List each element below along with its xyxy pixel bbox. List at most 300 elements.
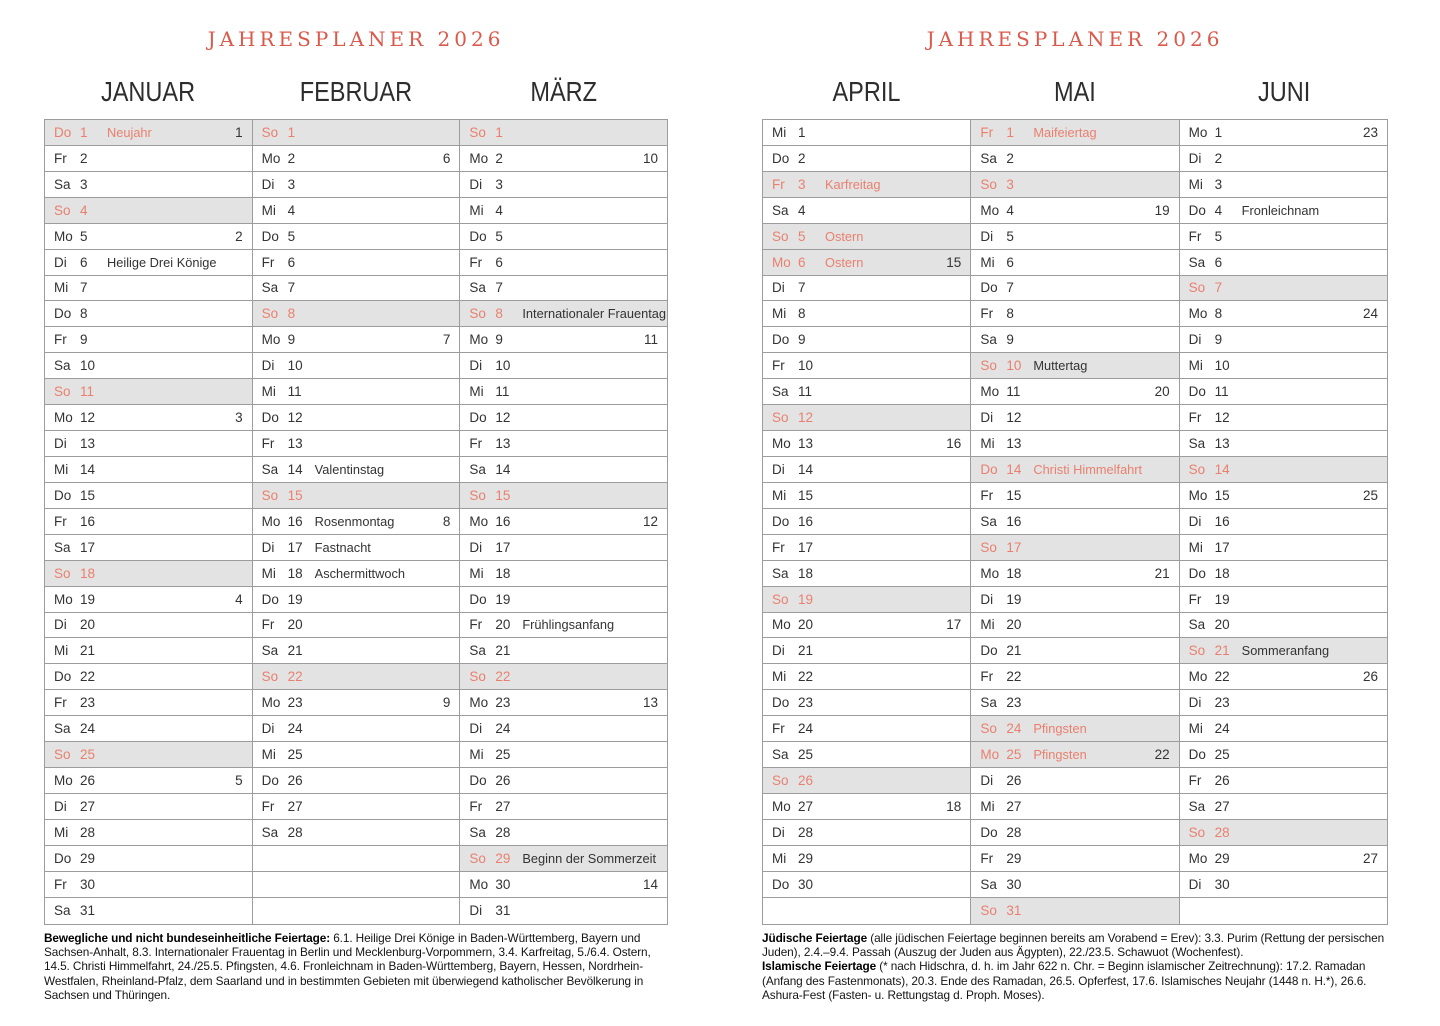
day-number: 17 (80, 539, 96, 555)
day-number: 12 (495, 410, 511, 426)
weekday-label: Sa (772, 565, 789, 581)
day-number: 6 (1214, 254, 1223, 270)
weekday-label: Mi (772, 850, 787, 866)
weekday-label: Sa (1188, 436, 1206, 452)
day-number: 17 (1006, 539, 1022, 555)
weekday-label: Do (1188, 384, 1206, 400)
day-row (971, 120, 1178, 146)
day-number: 20 (1006, 617, 1022, 633)
day-number: 27 (495, 798, 511, 814)
day-number: 13 (798, 436, 814, 452)
day-number: 23 (287, 695, 303, 711)
day-row (1180, 405, 1387, 431)
day-row (460, 457, 667, 483)
holiday-label: Neujahr (107, 124, 152, 140)
day-row (45, 794, 252, 820)
week-number: 23 (1362, 124, 1378, 140)
day-number: 2 (1214, 150, 1223, 166)
week-number: 6 (442, 150, 451, 166)
day-number: 18 (287, 565, 303, 581)
weekday-label: Sa (54, 721, 71, 737)
day-number: 10 (798, 358, 814, 374)
day-row (253, 457, 460, 483)
weekday-label: Do (54, 669, 72, 685)
holiday-label: Valentinstag (314, 461, 385, 477)
month-column-mai (971, 120, 1179, 924)
day-row (763, 431, 970, 457)
day-number: 30 (798, 876, 814, 892)
weekday-label: Mo (772, 254, 791, 270)
day-number: 16 (1214, 513, 1230, 529)
day-row (763, 509, 970, 535)
day-row (971, 638, 1178, 664)
day-number: 22 (80, 669, 96, 685)
day-row (45, 457, 252, 483)
day-number: 18 (80, 565, 96, 581)
day-row (971, 846, 1178, 872)
month-header-mai (971, 76, 1180, 108)
weekday-label: Fr (772, 539, 785, 555)
weekday-label: Mo (980, 565, 1000, 581)
weekday-label: Sa (980, 150, 997, 166)
weekday-label: Do (980, 280, 998, 296)
day-number: 29 (798, 850, 814, 866)
day-number: 10 (287, 358, 303, 374)
weekday-label: Fr (261, 436, 275, 452)
day-row (1180, 301, 1387, 327)
weekday-label: Fr (469, 798, 483, 814)
weekday-label: Di (469, 721, 483, 737)
day-row (971, 457, 1178, 483)
day-number: 19 (1214, 591, 1230, 607)
weekday-label: Do (54, 850, 72, 866)
weekday-label: So (261, 124, 279, 140)
day-row (45, 872, 252, 898)
day-row (1180, 587, 1387, 613)
weekday-label: Mi (980, 436, 995, 452)
weekday-label: Fr (54, 150, 67, 166)
weekday-label: Mi (772, 306, 787, 322)
footer-notes (762, 931, 1388, 1002)
month-header-april (762, 76, 971, 108)
weekday-label: Mi (54, 643, 69, 659)
weekday-label: Mo (261, 513, 281, 529)
day-row (45, 820, 252, 846)
month-headers (44, 76, 668, 108)
weekday-label: Sa (54, 176, 71, 192)
weekday-label: Di (469, 903, 483, 919)
day-row (1180, 794, 1387, 820)
day-number: 7 (798, 280, 806, 296)
day-number: 14 (798, 461, 814, 477)
day-number: 8 (1006, 306, 1014, 322)
weekday-label: Mi (469, 747, 484, 763)
weekday-label: Do (772, 513, 790, 529)
day-number: 25 (287, 747, 303, 763)
day-row (1180, 250, 1387, 276)
day-row (971, 224, 1178, 250)
day-row (971, 276, 1178, 302)
weekday-label: So (261, 669, 279, 685)
day-row (460, 535, 667, 561)
weekday-label: Mi (469, 384, 484, 400)
weekday-label: Sa (772, 747, 789, 763)
day-number: 18 (495, 565, 511, 581)
weekday-label: So (54, 565, 71, 581)
day-row (460, 638, 667, 664)
day-number: 29 (80, 850, 96, 866)
day-row (253, 301, 460, 327)
day-number: 4 (798, 202, 806, 218)
day-row (971, 250, 1178, 276)
day-number: 26 (287, 773, 303, 788)
day-number: 12 (1214, 410, 1230, 426)
day-row (253, 483, 460, 509)
weekday-label: Sa (1188, 798, 1206, 814)
day-row (971, 405, 1178, 431)
weekday-label: So (772, 410, 789, 426)
weekday-label: Fr (980, 487, 994, 503)
weekday-label: Di (980, 410, 994, 426)
day-row (45, 379, 252, 405)
weekday-label: So (772, 228, 789, 244)
weekday-label: Di (772, 643, 785, 659)
day-row (1180, 716, 1387, 742)
day-row (971, 613, 1178, 639)
weekday-label: Do (469, 410, 487, 426)
weekday-label: Fr (980, 306, 994, 322)
day-row (763, 353, 970, 379)
weekday-label: Fr (980, 850, 994, 866)
month-header-label: FEBRUAR (299, 76, 413, 107)
weekday-label: Di (1188, 332, 1202, 348)
day-number: 28 (80, 824, 96, 840)
day-number: 6 (80, 254, 88, 270)
day-row (1180, 431, 1387, 457)
day-row (971, 172, 1178, 198)
weekday-label: Mo (772, 798, 791, 814)
weekday-label: Di (469, 358, 483, 374)
day-number: 31 (80, 903, 96, 919)
day-row (1180, 768, 1387, 794)
empty-row (253, 898, 460, 924)
day-number: 8 (287, 306, 296, 322)
day-row (1180, 120, 1387, 146)
page-title: JAHRESPLANER 2026 (926, 27, 1224, 51)
day-number: 12 (80, 410, 96, 426)
day-number: 25 (80, 747, 96, 763)
weekday-label: Fr (261, 798, 275, 814)
weekday-label: Mo (54, 773, 73, 788)
weekday-label: Sa (261, 461, 279, 477)
day-row (45, 742, 252, 768)
day-number: 7 (80, 280, 88, 296)
day-row (763, 716, 970, 742)
weekday-label: Fr (772, 721, 785, 737)
weekday-label: Do (980, 643, 998, 659)
holiday-label: Aschermittwoch (314, 565, 405, 581)
weekday-label: Sa (980, 332, 997, 348)
weekday-label: Sa (980, 876, 997, 892)
holiday-label: Frühlingsanfang (522, 617, 615, 633)
weekday-label: Fr (1188, 228, 1202, 244)
day-number: 8 (495, 306, 503, 322)
day-row (460, 846, 667, 872)
week-number: 18 (946, 798, 962, 814)
day-row (971, 820, 1178, 846)
weekday-label: Di (261, 539, 275, 555)
day-number: 21 (287, 643, 303, 659)
day-number: 29 (495, 850, 511, 866)
weekday-label: Sa (54, 358, 71, 374)
day-row (45, 301, 252, 327)
weekday-label: Fr (772, 358, 785, 374)
day-number: 1 (80, 124, 88, 140)
weekday-label: Fr (469, 617, 483, 633)
day-number: 28 (287, 824, 303, 840)
day-number: 23 (1006, 695, 1022, 711)
day-row (971, 716, 1178, 742)
day-number: 7 (287, 280, 296, 296)
day-row (460, 898, 667, 924)
day-row (971, 327, 1178, 353)
holiday-label: Sommeranfang (1241, 643, 1330, 659)
weekday-label: Mo (1188, 124, 1208, 140)
day-row (45, 431, 252, 457)
day-number: 9 (287, 332, 296, 348)
day-row (45, 716, 252, 742)
day-number: 5 (1214, 228, 1223, 244)
day-row (1180, 172, 1387, 198)
weekday-label: Sa (261, 824, 279, 840)
day-row (460, 224, 667, 250)
day-row (1180, 872, 1387, 898)
weekday-label: Mi (1188, 539, 1203, 555)
day-row (460, 820, 667, 846)
day-number: 15 (287, 487, 303, 503)
weekday-label: Di (772, 280, 785, 296)
day-row (460, 716, 667, 742)
day-number: 15 (798, 487, 814, 503)
day-number: 27 (1214, 798, 1230, 814)
day-number: 21 (1006, 643, 1022, 659)
day-number: 22 (1214, 669, 1230, 685)
day-row (253, 250, 460, 276)
day-row (253, 768, 460, 794)
weekday-label: Do (261, 773, 279, 788)
day-number: 19 (287, 591, 303, 607)
day-number: 26 (1006, 773, 1022, 788)
day-number: 19 (495, 591, 511, 607)
weekday-label: Fr (54, 695, 67, 711)
weekday-label: Sa (469, 643, 486, 659)
weekday-label: So (980, 539, 997, 555)
day-number: 24 (287, 721, 303, 737)
day-number: 14 (495, 461, 511, 477)
week-number: 17 (946, 617, 962, 633)
day-row (45, 483, 252, 509)
weekday-label: So (1188, 824, 1206, 840)
month-column-februar (253, 120, 461, 924)
day-number: 30 (80, 876, 96, 892)
week-number: 7 (442, 332, 451, 348)
day-row (1180, 846, 1387, 872)
day-row (763, 483, 970, 509)
day-number: 27 (1006, 798, 1022, 814)
day-row (253, 820, 460, 846)
day-number: 3 (1214, 176, 1223, 192)
month-column-januar (45, 120, 253, 924)
empty-row (1180, 898, 1387, 924)
day-row (763, 146, 970, 172)
holiday-label: Fastnacht (314, 539, 371, 555)
month-header-marz (460, 76, 668, 108)
day-row (253, 561, 460, 587)
day-number: 27 (80, 798, 96, 814)
day-row (763, 198, 970, 224)
day-number: 19 (798, 591, 814, 607)
day-row (971, 664, 1178, 690)
weekday-label: Di (1188, 695, 1202, 711)
day-number: 9 (1214, 332, 1223, 348)
weekday-label: Mo (469, 150, 489, 166)
day-number: 17 (798, 539, 814, 555)
day-number: 1 (1214, 124, 1223, 140)
day-row (253, 742, 460, 768)
day-number: 2 (287, 150, 296, 166)
week-number: 14 (642, 876, 659, 892)
day-row (1180, 638, 1387, 664)
day-number: 29 (1006, 850, 1022, 866)
day-row (460, 768, 667, 794)
day-row (763, 664, 970, 690)
weekday-label: Di (469, 539, 483, 555)
day-row (1180, 509, 1387, 535)
day-number: 25 (1006, 747, 1022, 763)
weekday-label: Di (772, 824, 785, 840)
day-row (971, 301, 1178, 327)
day-row (45, 613, 252, 639)
weekday-label: Di (54, 617, 67, 633)
day-number: 5 (798, 228, 806, 244)
weekday-label: Mo (1188, 306, 1208, 322)
month-header-label: JANUAR (100, 76, 196, 107)
day-number: 6 (495, 254, 503, 270)
day-number: 16 (495, 513, 511, 529)
day-row (1180, 690, 1387, 716)
day-number: 12 (798, 410, 814, 426)
day-row (971, 509, 1178, 535)
day-row (763, 276, 970, 302)
day-row (971, 198, 1178, 224)
weekday-label: Di (980, 773, 994, 788)
footer-notes (44, 931, 668, 1002)
day-row (1180, 613, 1387, 639)
weekday-label: Mi (261, 747, 276, 763)
weekday-label: Mo (54, 228, 73, 244)
weekday-label: Do (261, 410, 279, 426)
weekday-label: Mi (54, 280, 69, 296)
weekday-label: Fr (54, 332, 67, 348)
day-row (45, 587, 252, 613)
weekday-label: Mo (469, 513, 489, 529)
day-row (1180, 742, 1387, 768)
weekday-label: Di (54, 798, 67, 814)
holiday-label: Fronleichnam (1241, 202, 1320, 218)
weekday-label: Do (980, 461, 998, 477)
day-number: 18 (1214, 565, 1230, 581)
day-row (763, 690, 970, 716)
weekday-label: So (261, 487, 279, 503)
day-row (460, 664, 667, 690)
week-number: 10 (642, 150, 659, 166)
weekday-label: Mi (980, 617, 995, 633)
day-number: 3 (287, 176, 296, 192)
day-number: 23 (1214, 695, 1230, 711)
day-number: 30 (1006, 876, 1022, 892)
day-row (460, 301, 667, 327)
weekday-label: Fr (1188, 591, 1202, 607)
day-row (460, 120, 667, 146)
weekday-label: Mi (772, 124, 787, 140)
day-number: 5 (80, 228, 88, 244)
day-row (1180, 535, 1387, 561)
day-row (763, 820, 970, 846)
day-row (971, 587, 1178, 613)
week-number: 21 (1154, 565, 1170, 581)
day-number: 3 (798, 176, 806, 192)
day-row (763, 250, 970, 276)
day-row (460, 483, 667, 509)
day-row (763, 872, 970, 898)
weekday-label: Mo (980, 747, 1000, 763)
page-title: JAHRESPLANER 2026 (207, 27, 505, 51)
weekday-label: Mo (469, 332, 489, 348)
holiday-label: Rosenmontag (314, 513, 395, 529)
weekday-label: Mi (1188, 721, 1203, 737)
weekday-label: Di (980, 591, 994, 607)
day-row (1180, 820, 1387, 846)
day-row (1180, 146, 1387, 172)
day-row (460, 431, 667, 457)
day-number: 11 (495, 384, 510, 400)
month-header-label: MÄRZ (530, 76, 598, 107)
empty-row (253, 846, 460, 872)
week-number: 1 (235, 124, 243, 140)
day-row (971, 794, 1178, 820)
day-number: 29 (1214, 850, 1230, 866)
day-number: 20 (287, 617, 303, 633)
weekday-label: Mi (980, 254, 995, 270)
weekday-label: Di (980, 228, 994, 244)
holiday-label: Pfingsten (1033, 747, 1087, 763)
day-number: 17 (495, 539, 511, 555)
holiday-label: Pfingsten (1033, 721, 1087, 737)
day-number: 12 (287, 410, 303, 426)
day-row (45, 664, 252, 690)
day-row (460, 353, 667, 379)
day-number: 11 (1214, 384, 1229, 400)
weekday-label: Do (469, 773, 487, 788)
weekday-label: Mo (54, 591, 73, 607)
day-row (253, 431, 460, 457)
day-number: 15 (1214, 487, 1230, 503)
day-number: 31 (495, 903, 511, 919)
day-row (763, 613, 970, 639)
day-number: 30 (495, 876, 511, 892)
month-header-januar (44, 76, 252, 108)
weekday-label: So (469, 306, 486, 322)
